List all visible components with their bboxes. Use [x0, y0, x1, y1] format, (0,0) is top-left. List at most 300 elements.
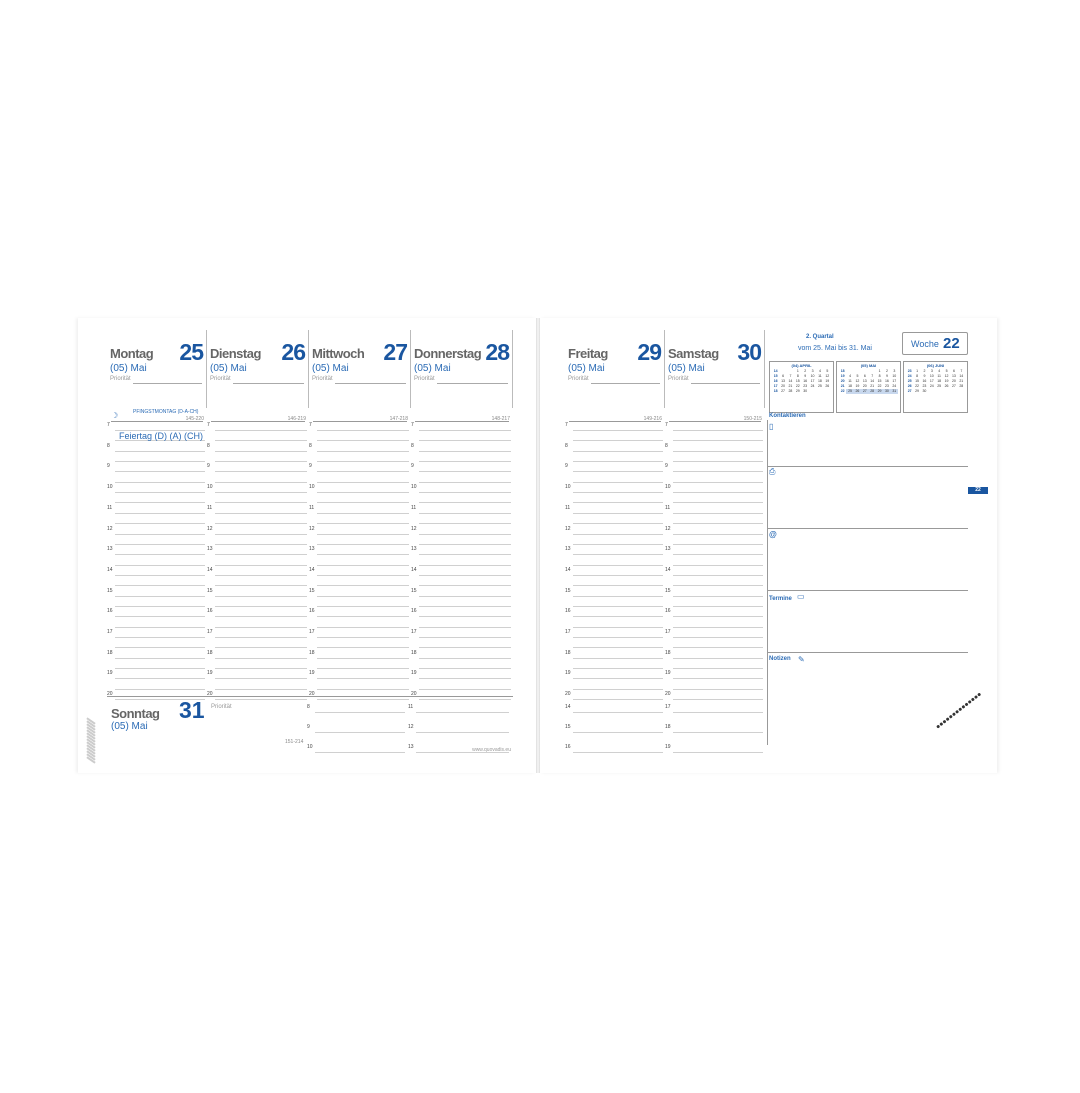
hour-slot[interactable] — [207, 546, 309, 556]
hour-slot[interactable] — [665, 744, 765, 754]
half-hour-slot[interactable] — [565, 494, 665, 504]
hour-slot[interactable] — [207, 567, 309, 577]
spine — [536, 318, 540, 773]
half-hour-slot[interactable] — [107, 536, 207, 546]
half-hour-slot[interactable] — [665, 577, 765, 587]
hour-slot[interactable] — [207, 608, 309, 618]
calendar-day: 22 — [915, 384, 920, 388]
writing-line — [115, 637, 205, 638]
priority-line[interactable] — [133, 383, 202, 384]
half-hour-slot[interactable] — [107, 494, 207, 504]
writing-line — [315, 752, 405, 753]
calendar-day: 1 — [916, 369, 919, 373]
half-hour-slot[interactable] — [309, 536, 411, 546]
hour-slot[interactable] — [411, 670, 513, 680]
half-hour-slot[interactable] — [309, 474, 411, 484]
hour-slot[interactable] — [207, 629, 309, 639]
writing-line — [573, 544, 663, 545]
writing-line — [573, 430, 663, 431]
hour-slot[interactable] — [309, 546, 411, 556]
writing-line — [317, 637, 409, 638]
half-hour-slot[interactable] — [207, 681, 309, 691]
half-hour-slot[interactable] — [411, 536, 513, 546]
hour-slot[interactable] — [565, 744, 665, 754]
hour-slot[interactable] — [565, 546, 665, 556]
writing-line — [573, 637, 663, 638]
day-number: 25 — [179, 339, 203, 365]
half-hour-slot[interactable] — [411, 474, 513, 484]
half-hour-slot[interactable] — [107, 660, 207, 670]
half-hour-slot[interactable] — [107, 577, 207, 587]
calendar-day: 7 — [789, 374, 792, 378]
priority-line[interactable] — [335, 383, 406, 384]
hour-slot[interactable] — [665, 724, 765, 734]
writing-line — [115, 451, 205, 452]
hour-slot[interactable] — [411, 484, 513, 494]
half-hour-slot[interactable] — [207, 432, 309, 442]
hour-slot[interactable] — [207, 484, 309, 494]
day-month: (05) Mai — [568, 363, 605, 374]
hour-slot[interactable] — [665, 422, 765, 432]
calendar-day: 23 — [922, 384, 927, 388]
half-hour-slot[interactable] — [309, 660, 411, 670]
half-hour-slot[interactable] — [309, 639, 411, 649]
priority-line[interactable] — [437, 383, 508, 384]
writing-line — [573, 565, 663, 566]
hour-slot[interactable] — [565, 422, 665, 432]
writing-line — [416, 732, 509, 733]
hour-slot[interactable] — [307, 744, 407, 754]
writing-line — [419, 502, 511, 503]
hour-slot[interactable] — [565, 629, 665, 639]
day-number: 26 — [281, 339, 305, 365]
writing-line — [673, 658, 763, 659]
writing-line — [573, 658, 663, 659]
hour-slot[interactable] — [411, 588, 513, 598]
hour-slot[interactable] — [207, 670, 309, 680]
hour-slot[interactable] — [565, 567, 665, 577]
calendar-day: 26 — [825, 384, 830, 388]
writing-line — [215, 606, 307, 607]
half-hour-slot[interactable] — [565, 557, 665, 567]
hour-slot[interactable] — [309, 443, 411, 453]
half-hour-slot[interactable] — [565, 515, 665, 525]
hour-slot[interactable] — [309, 608, 411, 618]
calendar-day: 30 — [922, 389, 927, 393]
writing-line — [215, 554, 307, 555]
writing-line — [573, 554, 663, 555]
hour-number: 8 — [309, 442, 312, 449]
half-hour-slot[interactable] — [107, 557, 207, 567]
hour-number: 16 — [565, 744, 571, 750]
half-hour-slot[interactable] — [309, 432, 411, 442]
week-number: 14 — [773, 369, 778, 373]
calendar-day: 9 — [885, 374, 888, 378]
half-hour-slot[interactable] — [207, 453, 309, 463]
writing-line — [215, 585, 307, 586]
hour-slot[interactable] — [411, 650, 513, 660]
hour-slot[interactable] — [107, 546, 207, 556]
half-hour-slot[interactable] — [207, 494, 309, 504]
mini-calendar-grid — [839, 369, 898, 394]
half-hour-slot[interactable] — [107, 515, 207, 525]
day-column — [565, 330, 665, 700]
half-hour-slot[interactable] — [565, 432, 665, 442]
hour-number: 16 — [411, 608, 417, 615]
half-hour-slot[interactable] — [309, 598, 411, 608]
hour-number: 17 — [411, 629, 417, 635]
hour-number: 12 — [565, 525, 571, 532]
hour-slot[interactable] — [309, 505, 411, 515]
writing-line — [317, 596, 409, 597]
day-name: Freitag — [568, 346, 608, 361]
hour-slot[interactable] — [411, 505, 513, 515]
calendar-day: 8 — [796, 374, 799, 378]
week-box — [902, 332, 968, 355]
hour-number: 16 — [107, 608, 113, 615]
hour-slot[interactable] — [565, 670, 665, 680]
calendar-day: 17 — [810, 379, 815, 383]
writing-line — [573, 616, 663, 617]
writing-line — [115, 668, 205, 669]
writing-line — [573, 523, 663, 524]
hour-slot[interactable] — [107, 526, 207, 536]
half-hour-slot[interactable] — [207, 639, 309, 649]
day-name: Samstag — [668, 346, 719, 361]
half-hour-slot[interactable] — [207, 557, 309, 567]
calendar-day: 21 — [959, 379, 964, 383]
calendar-day — [943, 389, 950, 394]
hour-slot[interactable] — [207, 650, 309, 660]
calendar-day: 15 — [877, 379, 882, 383]
calendar-day: 7 — [960, 369, 963, 373]
hour-slot[interactable] — [107, 629, 207, 639]
writing-line — [317, 544, 409, 545]
half-hour-slot[interactable] — [665, 681, 765, 691]
half-hour-slot[interactable] — [411, 681, 513, 691]
hour-slot[interactable] — [665, 704, 765, 714]
hour-slot[interactable] — [411, 629, 513, 639]
hour-slot[interactable] — [207, 443, 309, 453]
hour-slot[interactable] — [408, 724, 511, 734]
half-hour-slot[interactable] — [565, 598, 665, 608]
half-hour-slot[interactable] — [665, 660, 765, 670]
hour-slot[interactable] — [665, 629, 765, 639]
half-hour-slot[interactable] — [565, 681, 665, 691]
hour-slot[interactable] — [565, 691, 665, 701]
half-hour-slot[interactable] — [665, 598, 765, 608]
half-hour-slot[interactable] — [411, 432, 513, 442]
half-hour-slot[interactable] — [411, 598, 513, 608]
appointments-label: Termine — [769, 596, 792, 602]
half-hour-slot[interactable] — [665, 557, 765, 567]
half-hour-slot[interactable] — [207, 577, 309, 587]
hour-slot[interactable] — [107, 567, 207, 577]
hour-slot[interactable] — [565, 443, 665, 453]
hour-slot[interactable] — [565, 505, 665, 515]
hour-slot[interactable] — [411, 443, 513, 453]
hour-slot[interactable] — [107, 588, 207, 598]
hour-slot[interactable] — [408, 744, 511, 754]
hour-number: 8 — [665, 442, 668, 449]
calendar-day: 20 — [781, 384, 786, 388]
hour-slot[interactable] — [207, 463, 309, 473]
hour-slot[interactable] — [107, 608, 207, 618]
hour-slot[interactable] — [207, 422, 309, 432]
hour-number: 11 — [665, 504, 671, 511]
half-hour-slot[interactable] — [207, 536, 309, 546]
calendar-day: 10 — [892, 374, 897, 378]
mini-calendar-grid — [906, 369, 965, 394]
hour-slot[interactable] — [665, 484, 765, 494]
hour-slot[interactable] — [207, 505, 309, 515]
writing-line — [317, 616, 409, 617]
writing-line — [673, 440, 763, 441]
half-hour-slot[interactable] — [309, 453, 411, 463]
calendar-day: 12 — [855, 379, 860, 383]
writing-line — [215, 678, 307, 679]
hour-number: 8 — [107, 442, 110, 449]
hour-number: 13 — [411, 546, 417, 553]
half-hour-slot[interactable] — [411, 557, 513, 567]
hour-slot[interactable] — [565, 484, 665, 494]
half-hour-slot[interactable] — [207, 474, 309, 484]
writing-line — [573, 752, 663, 753]
hour-slot[interactable] — [309, 422, 411, 432]
half-hour-slot[interactable] — [309, 494, 411, 504]
hour-slot[interactable] — [665, 505, 765, 515]
half-hour-slot[interactable] — [565, 536, 665, 546]
hour-slot[interactable] — [411, 463, 513, 473]
priority-line[interactable] — [233, 383, 304, 384]
day-header — [665, 330, 765, 408]
writing-line — [215, 647, 307, 648]
hour-slot[interactable] — [207, 526, 309, 536]
week-number: 17 — [773, 384, 778, 388]
hour-number: 12 — [309, 525, 315, 532]
hour-slot[interactable] — [107, 505, 207, 515]
half-hour-slot[interactable] — [309, 619, 411, 629]
hour-slot[interactable] — [565, 608, 665, 618]
calendar-day: 2 — [885, 369, 888, 373]
half-hour-slot[interactable] — [411, 515, 513, 525]
hour-number: 11 — [565, 504, 571, 511]
half-hour-slot[interactable] — [107, 681, 207, 691]
priority-line[interactable] — [691, 383, 760, 384]
hour-slot[interactable] — [107, 650, 207, 660]
writing-line — [115, 658, 205, 659]
hour-number: 7 — [665, 422, 668, 428]
day-name: Mittwoch — [312, 346, 365, 361]
writing-line — [215, 668, 307, 669]
calendar-day — [824, 389, 831, 394]
half-hour-slot[interactable] — [665, 453, 765, 463]
hour-number: 12 — [107, 525, 113, 532]
hour-slot[interactable] — [107, 484, 207, 494]
day-header — [107, 330, 207, 408]
writing-line — [215, 471, 307, 472]
hour-number: 14 — [309, 566, 315, 573]
hour-number: 7 — [207, 422, 210, 428]
writing-line — [573, 534, 663, 535]
priority-label: Priorität — [414, 376, 435, 382]
hour-number: 15 — [309, 587, 315, 594]
writing-line — [115, 513, 205, 514]
hour-slot[interactable] — [665, 526, 765, 536]
writing-line — [215, 616, 307, 617]
half-hour-slot[interactable] — [665, 515, 765, 525]
half-hour-slot[interactable] — [309, 681, 411, 691]
hour-slot[interactable] — [565, 588, 665, 598]
writing-line — [419, 523, 511, 524]
writing-line — [215, 492, 307, 493]
half-hour-slot[interactable] — [665, 619, 765, 629]
hour-number: 18 — [665, 724, 671, 730]
hour-slot[interactable] — [665, 608, 765, 618]
half-hour-slot[interactable] — [207, 619, 309, 629]
hour-slot[interactable] — [565, 463, 665, 473]
hour-number: 17 — [207, 629, 213, 635]
day-code: 147-218 — [389, 416, 408, 422]
calendar-day: 31 — [892, 389, 897, 393]
writing-line — [573, 596, 663, 597]
hour-slot[interactable] — [107, 670, 207, 680]
half-hour-slot[interactable] — [411, 660, 513, 670]
half-hour-slot[interactable] — [565, 619, 665, 629]
day-number: 29 — [637, 339, 661, 365]
half-hour-slot[interactable] — [665, 432, 765, 442]
half-hour-slot[interactable] — [565, 577, 665, 587]
priority-line[interactable] — [591, 383, 660, 384]
calendar-day: 19 — [944, 379, 949, 383]
writing-line — [573, 712, 663, 713]
hour-slot[interactable] — [665, 567, 765, 577]
hour-slot[interactable] — [665, 670, 765, 680]
half-hour-slot[interactable] — [411, 639, 513, 649]
half-hour-slot[interactable] — [411, 494, 513, 504]
writing-line — [673, 471, 763, 472]
half-hour-slot[interactable] — [107, 619, 207, 629]
half-hour-slot[interactable] — [411, 453, 513, 463]
calendar-day: 6 — [782, 374, 785, 378]
calendar-day: 24 — [892, 384, 897, 388]
week-number: 20 — [840, 379, 845, 383]
half-hour-slot[interactable] — [411, 577, 513, 587]
writing-line — [419, 627, 511, 628]
hour-slot[interactable] — [411, 608, 513, 618]
hour-slot[interactable] — [107, 443, 207, 453]
hour-number: 20 — [207, 691, 213, 698]
hour-slot[interactable] — [307, 724, 407, 734]
half-hour-slot[interactable] — [207, 515, 309, 525]
hour-slot[interactable] — [411, 546, 513, 556]
half-hour-slot[interactable] — [309, 577, 411, 587]
week-number: 26 — [907, 384, 912, 388]
website-text: www.quovadis.eu — [472, 747, 511, 753]
hour-slot[interactable] — [665, 691, 765, 701]
divider — [767, 652, 968, 653]
hour-slot[interactable] — [309, 567, 411, 577]
day-column — [207, 330, 309, 700]
half-hour-slot[interactable] — [107, 639, 207, 649]
writing-line — [573, 668, 663, 669]
hour-number: 14 — [207, 566, 213, 573]
hour-slot[interactable] — [565, 650, 665, 660]
hour-slot[interactable] — [411, 526, 513, 536]
writing-line — [215, 637, 307, 638]
hour-slot[interactable] — [207, 588, 309, 598]
writing-line — [215, 565, 307, 566]
half-hour-slot[interactable] — [107, 598, 207, 608]
half-hour-slot[interactable] — [665, 494, 765, 504]
writing-line — [673, 689, 763, 690]
hour-slot[interactable] — [665, 546, 765, 556]
half-hour-slot[interactable] — [207, 660, 309, 670]
hour-slot[interactable] — [565, 526, 665, 536]
hour-slot[interactable] — [309, 588, 411, 598]
writing-line — [317, 492, 409, 493]
half-hour-slot[interactable] — [411, 619, 513, 629]
half-hour-slot[interactable] — [309, 515, 411, 525]
writing-line — [419, 492, 511, 493]
hour-slot[interactable] — [565, 704, 665, 714]
hour-slot[interactable] — [307, 704, 407, 714]
hour-slot[interactable] — [665, 443, 765, 453]
half-hour-slot[interactable] — [665, 536, 765, 546]
hour-slot[interactable] — [309, 463, 411, 473]
writing-line — [215, 627, 307, 628]
hour-slot[interactable] — [309, 526, 411, 536]
hour-number: 10 — [565, 484, 571, 491]
hour-slot[interactable] — [411, 422, 513, 432]
calendar-day: 18 — [937, 379, 942, 383]
hour-number: 9 — [309, 463, 312, 470]
hour-slot[interactable] — [665, 588, 765, 598]
half-hour-slot[interactable] — [107, 474, 207, 484]
hour-slot[interactable] — [665, 650, 765, 660]
half-hour-slot[interactable] — [665, 639, 765, 649]
half-hour-slot[interactable] — [565, 453, 665, 463]
hour-slot[interactable] — [408, 704, 511, 714]
hour-slot[interactable] — [107, 463, 207, 473]
week-label: Woche — [911, 339, 939, 349]
writing-line — [317, 461, 409, 462]
half-hour-slot[interactable] — [665, 474, 765, 484]
writing-line — [115, 523, 205, 524]
hour-slot[interactable] — [665, 463, 765, 473]
calendar-day: 22 — [795, 384, 800, 388]
hour-number: 12 — [411, 525, 417, 532]
hour-slot[interactable] — [411, 567, 513, 577]
hour-slot[interactable] — [565, 724, 665, 734]
half-hour-slot[interactable] — [107, 453, 207, 463]
half-hour-slot[interactable] — [565, 660, 665, 670]
calendar-day: 20 — [862, 384, 867, 388]
hour-slot[interactable] — [309, 670, 411, 680]
week-number: 22 — [943, 335, 960, 352]
mini-calendar-title: (05) MAI — [860, 363, 877, 368]
hour-slot[interactable] — [309, 484, 411, 494]
calendar-day: 12 — [944, 374, 949, 378]
hour-slot[interactable] — [309, 629, 411, 639]
half-hour-slot[interactable] — [565, 474, 665, 484]
hour-slot[interactable] — [309, 650, 411, 660]
half-hour-slot[interactable] — [565, 639, 665, 649]
day-month: (05) Mai — [414, 363, 451, 374]
half-hour-slot[interactable] — [207, 598, 309, 608]
hour-number: 12 — [665, 525, 671, 532]
half-hour-slot[interactable] — [309, 557, 411, 567]
